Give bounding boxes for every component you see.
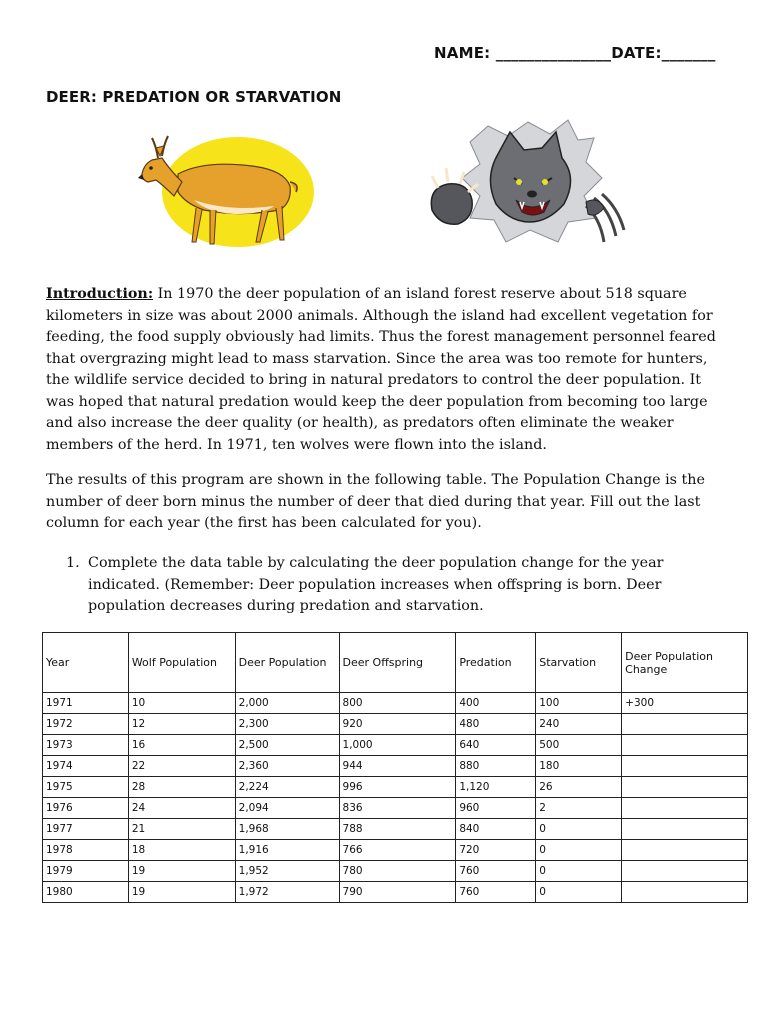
cell-starvation: 0 [536, 819, 622, 840]
cell-year: 1977 [43, 819, 129, 840]
cell-predation: 720 [456, 840, 536, 861]
table-row [43, 798, 748, 819]
cell-wolf-population: 24 [128, 798, 235, 819]
cell-starvation: 2 [536, 798, 622, 819]
cell-deer-population: 1,972 [235, 882, 339, 903]
cell-wolf-population: 18 [128, 840, 235, 861]
deer-population-table [42, 632, 748, 903]
name-field-label: NAME: _______________ [434, 44, 612, 62]
cell-year: 1973 [43, 735, 129, 756]
cell-wolf-population: 19 [128, 861, 235, 882]
header-deer-population: Deer Population [235, 633, 339, 693]
question-1 [66, 553, 726, 618]
cell-wolf-population: 12 [128, 714, 235, 735]
cell-starvation: 500 [536, 735, 622, 756]
cell-starvation: 0 [536, 882, 622, 903]
table-row [43, 840, 748, 861]
header-deer-offspring: Deer Offspring [339, 633, 456, 693]
cell-deer-offspring: 996 [339, 777, 456, 798]
header-deer-population-change: Deer Population Change [622, 633, 748, 693]
cell-population-change: +300 [622, 693, 748, 714]
introduction-text: In 1970 the deer population of an island forest reserve about 518 square kilometers in size was about 2000 animals. Although the island had excellent vegetation for feeding, the food supply obviously had limits. Thus the forest management personnel feared that overgrazing might lead to mass starvation. Since the area was too remote for hunters, the wildlife service decided to bring in natural predators to control the deer population. It was hoped that natural predation would keep the deer population from becoming too large and also increase the deer quality (or health), as predators often eliminate the weaker members of the herd. In 1971, ten wolves were flown into the island. [46, 286, 716, 453]
cell-deer-population: 2,500 [235, 735, 339, 756]
cell-predation: 760 [456, 882, 536, 903]
cell-wolf-population: 28 [128, 777, 235, 798]
table-row [43, 882, 748, 903]
cell-wolf-population: 16 [128, 735, 235, 756]
table-row [43, 693, 748, 714]
cell-predation: 760 [456, 861, 536, 882]
cell-population-change[interactable] [622, 735, 748, 756]
table-row [43, 735, 748, 756]
cell-year: 1979 [43, 861, 129, 882]
cell-deer-offspring: 1,000 [339, 735, 456, 756]
cell-population-change[interactable] [622, 861, 748, 882]
cell-starvation: 180 [536, 756, 622, 777]
cell-deer-offspring: 800 [339, 693, 456, 714]
cell-starvation: 0 [536, 861, 622, 882]
cell-predation: 640 [456, 735, 536, 756]
header-wolf-population: Wolf Population [128, 633, 235, 693]
cell-year: 1976 [43, 798, 129, 819]
cell-population-change[interactable] [622, 714, 748, 735]
cell-population-change[interactable] [622, 840, 748, 861]
cell-year: 1975 [43, 777, 129, 798]
introduction-paragraph [46, 284, 730, 456]
cell-deer-offspring: 790 [339, 882, 456, 903]
cell-deer-population: 2,300 [235, 714, 339, 735]
table-row [43, 777, 748, 798]
cell-wolf-population: 21 [128, 819, 235, 840]
page-title: DEER: PREDATION OR STARVATION [46, 88, 342, 106]
question-1-number: 1. [66, 555, 80, 571]
cell-year: 1974 [43, 756, 129, 777]
table-row [43, 819, 748, 840]
cell-deer-offspring: 780 [339, 861, 456, 882]
cell-deer-population: 2,360 [235, 756, 339, 777]
cell-predation: 840 [456, 819, 536, 840]
cell-deer-population: 2,000 [235, 693, 339, 714]
cell-deer-population: 1,916 [235, 840, 339, 861]
cell-deer-population: 2,224 [235, 777, 339, 798]
cell-wolf-population: 19 [128, 882, 235, 903]
cell-wolf-population: 22 [128, 756, 235, 777]
cell-population-change[interactable] [622, 882, 748, 903]
cell-deer-offspring: 920 [339, 714, 456, 735]
cell-predation: 1,120 [456, 777, 536, 798]
results-paragraph: The results of this program are shown in the following table. The Population Change is the number of deer born minus the number of deer that died during that year. Fill out the last column for each year (the first has been calculated for you). [46, 472, 705, 531]
cell-deer-population: 1,968 [235, 819, 339, 840]
cell-deer-population: 2,094 [235, 798, 339, 819]
cell-deer-offspring: 766 [339, 840, 456, 861]
cell-starvation: 100 [536, 693, 622, 714]
cell-starvation: 240 [536, 714, 622, 735]
table-header-row [43, 633, 748, 693]
cell-deer-offspring: 788 [339, 819, 456, 840]
wolf-illustration [418, 118, 628, 258]
cell-starvation: 26 [536, 777, 622, 798]
table-row [43, 861, 748, 882]
cell-predation: 400 [456, 693, 536, 714]
cell-deer-offspring: 836 [339, 798, 456, 819]
header-year: Year [43, 633, 129, 693]
cell-predation: 480 [456, 714, 536, 735]
introduction-label: Introduction: [46, 286, 154, 302]
header-predation: Predation [456, 633, 536, 693]
date-field-label: DATE:_______ [611, 44, 716, 62]
table-row [43, 756, 748, 777]
cell-deer-offspring: 944 [339, 756, 456, 777]
cell-year: 1978 [43, 840, 129, 861]
header-starvation: Starvation [536, 633, 622, 693]
cell-population-change[interactable] [622, 756, 748, 777]
deer-illustration [134, 130, 318, 248]
table-row [43, 714, 748, 735]
cell-population-change[interactable] [622, 777, 748, 798]
name-date-header [434, 44, 716, 62]
cell-predation: 880 [456, 756, 536, 777]
cell-predation: 960 [456, 798, 536, 819]
question-1-text: Complete the data table by calculating the deer population change for the year indicated. (Remember: Deer population increases when offspring is born. Deer population decreases during predation and starvation. [88, 555, 664, 614]
cell-year: 1971 [43, 693, 129, 714]
cell-starvation: 0 [536, 840, 622, 861]
cell-deer-population: 1,952 [235, 861, 339, 882]
cell-year: 1980 [43, 882, 129, 903]
cell-wolf-population: 10 [128, 693, 235, 714]
cell-year: 1972 [43, 714, 129, 735]
cell-population-change[interactable] [622, 819, 748, 840]
cell-population-change[interactable] [622, 798, 748, 819]
